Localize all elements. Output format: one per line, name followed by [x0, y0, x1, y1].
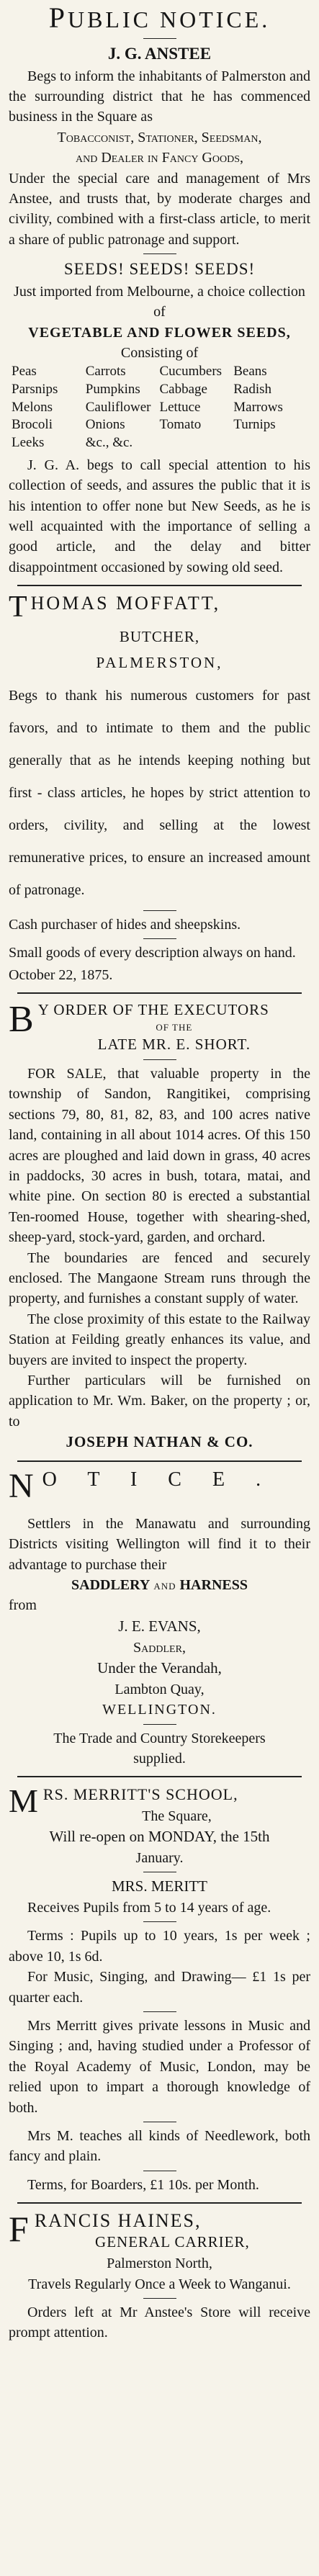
cash-purchaser-text: Cash purchaser of hides and sheepskins.: [9, 916, 241, 933]
from-text: from: [9, 1597, 37, 1614]
column-rule: [0, 989, 319, 997]
column-rule: [0, 1458, 319, 1465]
city-name: WELLINGTON.: [102, 1702, 217, 1718]
intro-text: Begs to inform the inhabitants of Palmerston and the surrounding district that he has commenced business in the Square as: [9, 68, 310, 125]
goods-line: [9, 1575, 310, 1595]
ad-date: October 22, 1875.: [9, 966, 113, 983]
seed-item: Pumpkins: [85, 382, 140, 398]
seed-item: Beans: [233, 364, 267, 380]
notice-heading: [9, 1000, 310, 1056]
seed-item: Radish: [233, 382, 272, 398]
seed-item: Cucumbers: [159, 364, 223, 380]
seed-item: Melons: [12, 399, 53, 415]
body-text: Begs to thank his numerous customers for past favors, and to intimate to them and the public generally that as he intends keeping nothing but first - class articles, he hopes by strict attention to orders, civility, and selling at the lowest remunerative prices, to ensure an increased amount of patronage.: [9, 687, 310, 898]
location-line-1: Under the Verandah,: [97, 1659, 222, 1677]
heading-line-1: Y ORDER OF THE EXECUTORS: [37, 1000, 269, 1018]
divider: [143, 253, 176, 254]
seed-item: Turnips: [233, 417, 276, 433]
goods-and: AND: [153, 1581, 176, 1592]
heading-rest: RANCIS HAINES,: [34, 2210, 202, 2232]
seed-item: Tomato: [159, 417, 202, 433]
seeds-heading: SEEDS! SEEDS! SEEDS!: [63, 260, 256, 279]
orders-text: Orders left at Mr Anstee's Store will receive prompt attention.: [9, 2304, 310, 2341]
trades-line-2: and Dealer in Fancy Goods,: [75, 150, 243, 166]
divider: [143, 938, 176, 939]
notice-heading: [9, 591, 310, 624]
advert-anstee: [0, 0, 319, 582]
seed-list: [9, 363, 310, 452]
heading-initial: B: [9, 998, 34, 1040]
music-terms-text: For Music, Singing, and Drawing— £1 1s per quarter each.: [9, 1969, 310, 2006]
seed-item: Marrows: [233, 399, 283, 415]
agent-name: JOSEPH NATHAN & CO.: [66, 1433, 253, 1451]
boarders-text: Terms, for Boarders, £1 10s. per Month.: [27, 2176, 259, 2193]
trade-title: GENERAL CARRIER,: [95, 2233, 250, 2251]
seed-item: Peas: [12, 364, 37, 380]
heading-rest: O T I C E .: [42, 1468, 274, 1491]
divider: [143, 1059, 176, 1060]
divider: [143, 1921, 176, 1922]
heading-line-3: LATE MR. E. SHORT.: [97, 1036, 251, 1054]
seed-item: Parsnips: [12, 382, 58, 398]
heading-rest: RS. MERRITT'S SCHOOL,: [42, 1785, 238, 1804]
heading-initial: T: [9, 591, 30, 624]
advert-haines: [0, 2207, 319, 2348]
heading-initial: F: [9, 2209, 30, 2250]
seed-item: Leeks: [12, 435, 45, 451]
private-lessons-text: Mrs Merritt gives private lessons in Music and Singing ; and, having studied under a Professor of the Royal Academy of Music, London, may be relied upon to impart a thorough knowledge of both.: [9, 2018, 310, 2116]
seeds-title: VEGETABLE AND FLOWER SEEDS,: [28, 324, 291, 341]
goods-harness: HARNESS: [179, 1577, 248, 1594]
heading-initial: P: [48, 1, 68, 34]
needlework-text: Mrs M. teaches all kinds of Needlework, both fancy and plain.: [9, 2127, 310, 2165]
small-goods-text: Small goods of every description always on hand.: [9, 945, 296, 961]
heading-line-2: OF THE: [156, 1021, 193, 1033]
heading-rest: HOMAS MOFFATT,: [30, 593, 221, 614]
divider: [143, 1724, 176, 1725]
column-rule: [0, 582, 319, 589]
seed-item: Onions: [85, 417, 125, 433]
merchant-name: J. G. ANSTEE: [107, 45, 212, 63]
notice-heading: [9, 1, 310, 35]
seeds-intro: Just imported from Melbourne, a choice collection of: [14, 283, 305, 320]
seed-item: Carrots: [85, 364, 126, 380]
merchant-name: J. E. EVANS,: [118, 1617, 201, 1635]
town-name: PALMERSTON,: [96, 653, 223, 671]
town-name: Palmerston North,: [107, 2256, 212, 2272]
advert-short-estate: [0, 997, 319, 1458]
heading-rest: UBLIC NOTICE.: [67, 6, 271, 32]
trade-title: Saddler,: [133, 1639, 186, 1656]
advert-evans: [0, 1465, 319, 1774]
notice-heading: [9, 1466, 310, 1505]
seeds-consisting: Consisting of: [120, 345, 199, 361]
body-text: Settlers in the Manawatu and surrounding Districts visiting Wellington will find it to their advantage to purchase their: [9, 1515, 310, 1573]
divider: [143, 910, 176, 911]
further-particulars-text: Further particulars will be furnished on application to Mr. Wm. Baker, on the property ; or, to: [9, 1372, 310, 1430]
trade-title: BUTCHER,: [119, 628, 200, 646]
receives-text: Receives Pupils from 5 to 14 years of age.: [27, 1900, 271, 1916]
terms-text: Terms : Pupils up to 10 years, 1s per week ; above 10, 1s 6d.: [9, 1928, 310, 1965]
column-rule: [0, 1773, 319, 1780]
sale-text: FOR SALE, that valuable property in the township of Sandon, Rangitikei, comprising sections 79, 80, 81, 82, 83, and 100 acres native land, containing in all about 1014 acres. Of this 150 acres are ploughed and laid down in grass, 40 acres in paddocks, 30 acres in bush, totara, matai, and white pine. On section 80 is erected a substantial Ten-roomed House, together with shearing-shed, sheep-yard, stock-yard, garden, and orchard.: [9, 1066, 310, 1246]
heading-initial: N: [9, 1466, 38, 1505]
body-text: Under the special care and management of Mrs Anstee, and trusts that, by moderate charges and civility, combined with a first-class article, to merit a share of public patronage and support.: [9, 170, 310, 248]
advert-moffatt: [0, 589, 319, 989]
reopen-month: January.: [135, 1849, 184, 1866]
travels-text: Travels Regularly Once a Week to Wanganui.: [28, 2276, 291, 2292]
seed-item: Cabbage: [159, 382, 207, 398]
divider: [143, 38, 176, 39]
boundaries-text: The boundaries are fenced and securely enclosed. The Mangaone Stream runs through the property, and furnishes a constant supply of water.: [9, 1249, 310, 1307]
reopen-text: Will re-open on MONDAY, the 15th: [49, 1828, 270, 1846]
seed-item: Lettuce: [159, 399, 201, 415]
advert-merritt-school: [0, 1780, 319, 2199]
location-line-2: Lambton Quay,: [114, 1681, 205, 1697]
supplied-text: The Trade and Country Storekeepers supplied.: [53, 1730, 266, 1767]
school-location: The Square,: [142, 1808, 212, 1824]
seed-item: &c., &c.: [85, 435, 133, 451]
seed-item: Cauliflower: [85, 399, 151, 415]
divider: [143, 2011, 176, 2012]
proximity-text: The close proximity of this estate to the Railway Station at Feilding greatly enhances its value, and buyers are invited to inspect the property.: [9, 1311, 310, 1368]
divider: [143, 2298, 176, 2299]
goods-saddlery: SADDLERY: [71, 1577, 150, 1594]
trades-line-1: Tobacconist, Stationer, Seedsman,: [57, 129, 262, 145]
heading-initial: M: [9, 1782, 39, 1820]
seed-item: Brocoli: [12, 417, 53, 433]
column-rule: [0, 2199, 319, 2207]
closing-text: J. G. A. begs to call special attention to his collection of seeds, and assures the public that it is his intention to offer none but New Seeds, as he is well acquainted with the importance of selling a good article, and the delay and bitter disappointment occasioned by sowing old seed.: [9, 457, 310, 575]
teacher-name: MRS. MERITT: [111, 1877, 207, 1895]
